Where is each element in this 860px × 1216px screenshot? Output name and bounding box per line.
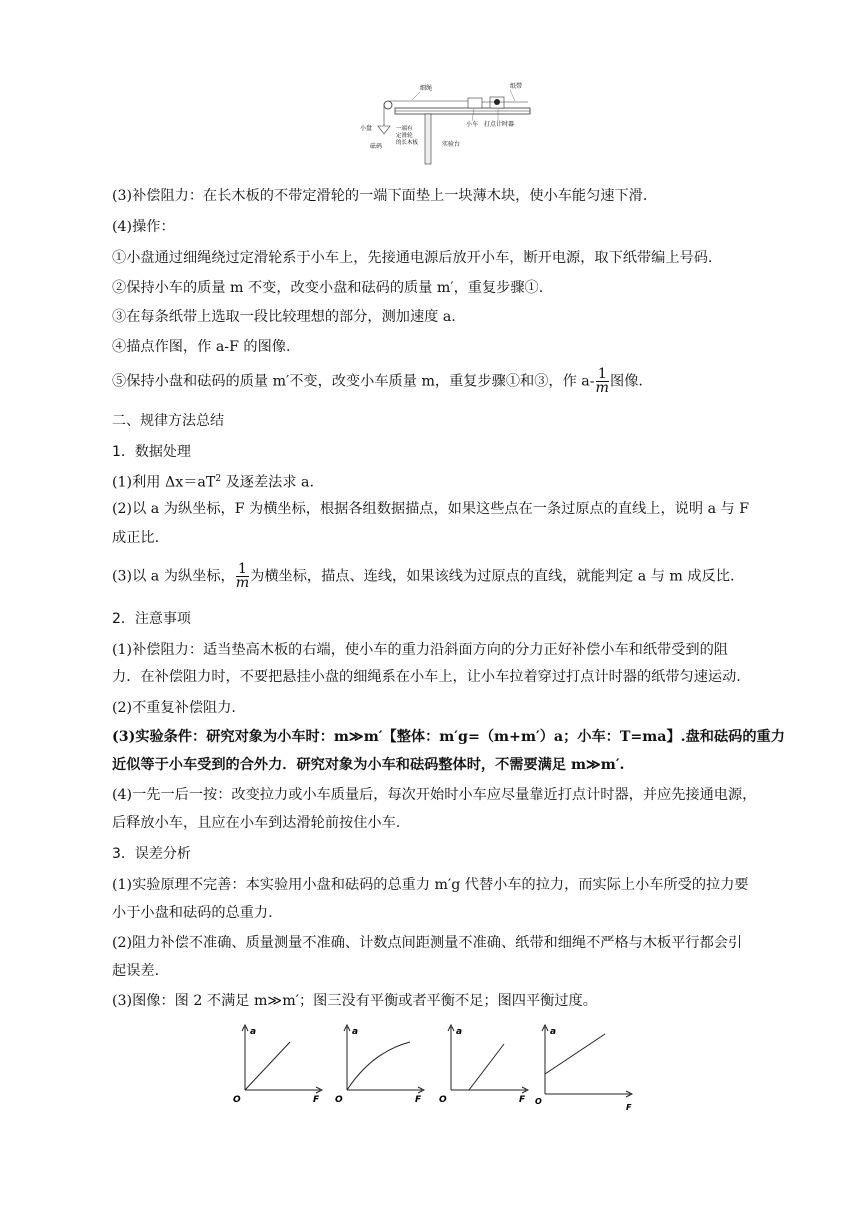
graph-origin-label: O (535, 1097, 542, 1106)
pulley-shape (384, 101, 392, 109)
step-2: ②保持小车的质量 m 不变，改变小盘和砝码的质量 m′，重复步骤①. (112, 280, 544, 296)
note-4-line2: 后释放小车，且应在小车到达滑轮前按住小车. (112, 815, 401, 831)
label-weights: 砝码 (370, 143, 383, 150)
error-2-line1: (2)阻力补偿不准确、质量测量不准确、计数点间距测量不准确、纸带和细绳不严格与木板平行都会引 (112, 935, 743, 951)
error-1-line1: (1)实验原理不完善：本实验用小盘和砝码的总重力 m′g 代替小车的拉力，而实际上小车所受的拉力要 (112, 877, 749, 893)
pan-shape (378, 126, 390, 134)
note-2: (2)不重复补偿阻力. (112, 700, 236, 716)
error-3: (3)图像：图 2 不满足 m≫m′；图三没有平衡或者平衡不足；图四平衡过度。 (112, 993, 597, 1009)
label-cart: 小车 (466, 121, 479, 128)
graph-4 (530, 1022, 640, 1114)
subheading-data-processing: 1．数据处理 (112, 444, 191, 460)
graph-2 (332, 1022, 432, 1107)
apparatus-diagram (350, 78, 540, 168)
step-5-tail: 图像. (610, 373, 643, 390)
step-5 (112, 368, 643, 395)
step-4: ④描点作图，作 a-F 的图像. (112, 339, 291, 355)
graph-4-line (545, 1034, 605, 1074)
graph-origin-label: O (439, 1095, 447, 1105)
data-2-line2: 成正比. (112, 530, 160, 546)
data-3: (3)以 a 为纵坐标， $\frac{1}{m}$ 为横坐标，描点、连线，如果该线为过原点的直线，就能判定 a 与 m 成反比. (112, 561, 735, 591)
graph-y-axis-label: a (352, 1027, 359, 1037)
note-3-line1: (3)实验条件：研究对象为小车时：m≫m′【整体：m′g=（m+m′）a；小车：T=ma】.盘和砝码的重力 (112, 729, 785, 745)
subheading-notes: 2．注意事项 (112, 611, 191, 627)
label-tape: 纸带 (510, 83, 523, 90)
label-board: 一端有定滑轮的长木板 (396, 126, 419, 146)
graph-origin-label: O (335, 1095, 343, 1105)
graph-3 (436, 1022, 536, 1107)
note-1-line1: (1)补偿阻力：适当垫高木板的右端，使小车的重力沿斜面方向的分力正好补偿小车和纸带受到的阻 (112, 642, 728, 658)
note-3-line2: 近似等于小车受到的合外力．研究对象为小车和砝码整体时，不需要满足 m≫m′. (112, 757, 625, 773)
label-timer: 打点计时器 (484, 121, 515, 128)
error-2-line2: 起误差. (112, 963, 160, 979)
para-operation-title: (4)操作： (112, 219, 175, 235)
step-3: ③在每条纸带上选取一段比较理想的部分，测加速度 a. (112, 309, 456, 325)
note-4-line1: (4)一先一后一按：改变拉力或小车质量后，每次开始时小车应尽量靠近打点计时器，并应先接通电源， (112, 787, 757, 803)
graph-x-axis-label: F (519, 1095, 526, 1105)
para-friction-compensation: (3)补偿阻力：在长木板的不带定滑轮的一端下面垫上一块薄木块，使小车能匀速下滑. (112, 188, 648, 204)
graph-y-axis-label: a (550, 1027, 557, 1037)
step-1: ①小盘通过细绳绕过定滑轮系于小车上，先接通电源后放开小车，断开电源，取下纸带编上号码. (112, 250, 713, 266)
step-5-text: ⑤保持小盘和砝码的质量 m′不变，改变小车质量 m，重复步骤①和③，作 a- (112, 373, 595, 390)
graph-origin-label: O (233, 1095, 241, 1105)
cart-shape (468, 98, 482, 108)
graph-3-line (469, 1044, 504, 1090)
graph-x-axis-label: F (313, 1095, 320, 1105)
section-heading: 二、规律方法总结 (112, 413, 224, 429)
error-1-line2: 小于小盘和砝码的总重力. (112, 905, 273, 921)
graph-y-axis-label: a (250, 1027, 257, 1037)
graph-1 (230, 1022, 330, 1107)
note-1-line2: 力．在补偿阻力时，不要把悬挂小盘的细绳系在小车上，让小车拉着穿过打点计时器的纸带匀速运动. (112, 669, 741, 685)
graph-x-axis-label: F (415, 1095, 422, 1105)
fraction-one-over-m: $\frac{1}{m}$ (595, 366, 610, 396)
graph-x-axis-label: F (626, 1103, 632, 1112)
label-table: 实验台 (442, 141, 461, 148)
graph-1-line (245, 1042, 290, 1090)
fraction-one-over-m-2: $\frac{1}{m}$ (235, 561, 250, 591)
graph-2-curve (347, 1042, 410, 1090)
data-2-line1: (2)以 a 为纵坐标，F 为横坐标，根据各组数据描点，如果这些点在一条过原点的直线上，说明 a 与 F (112, 501, 750, 517)
table-leg (425, 114, 431, 164)
subheading-error-analysis: 3．误差分析 (112, 846, 191, 862)
data-1: (1)利用 $\Delta x=aT^2$ 及逐差法求 a. (112, 474, 315, 491)
label-pan: 小盘 (360, 125, 373, 132)
label-string: 细绳 (420, 85, 433, 92)
graph-y-axis-label: a (456, 1027, 463, 1037)
